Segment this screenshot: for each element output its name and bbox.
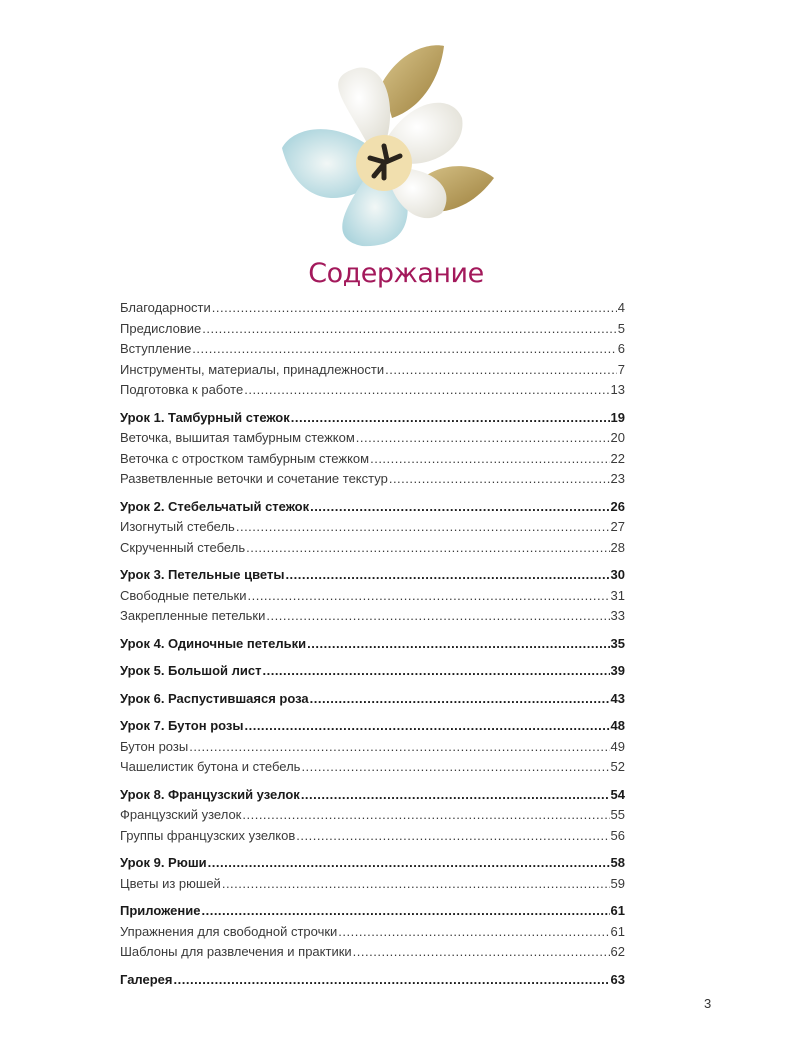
toc-entry-title: Урок 8. Французский узелок — [120, 786, 300, 802]
toc-entry-title: Предисловие — [120, 320, 202, 336]
toc-group — [120, 661, 625, 682]
toc-entry-page: 19 — [610, 409, 625, 425]
toc-entry-page: 48 — [610, 718, 625, 733]
dot-leader — [301, 757, 609, 778]
toc-entry-title: Разветвленные веточки и сочетание текстур — [120, 471, 388, 486]
toc-entry[interactable] — [120, 586, 625, 607]
toc-entry-page: 26 — [610, 498, 625, 514]
toc-entry[interactable] — [120, 449, 625, 470]
toc-entry-page: 27 — [610, 519, 625, 534]
toc-entry-page: 20 — [610, 430, 625, 445]
dot-leader — [192, 339, 616, 360]
toc-entry-page: 56 — [610, 827, 625, 843]
toc-entry[interactable] — [120, 757, 625, 778]
toc-chapter-entry[interactable] — [120, 634, 625, 655]
page-number: 3 — [704, 996, 712, 1011]
page-title: Содержание — [308, 258, 484, 289]
toc-entry-page: 49 — [610, 738, 625, 754]
toc-entry[interactable] — [120, 737, 625, 758]
toc-group — [120, 634, 625, 655]
dot-leader — [385, 360, 617, 381]
toc-entry-page: 5 — [617, 320, 625, 336]
dot-leader — [266, 606, 609, 627]
toc-entry-title: Изогнутый стебель — [120, 519, 235, 534]
table-of-contents — [120, 298, 625, 990]
dot-leader — [389, 469, 610, 490]
dot-leader — [310, 497, 609, 518]
toc-chapter-entry[interactable] — [120, 785, 625, 806]
toc-entry-page: 30 — [610, 567, 625, 582]
toc-entry-page: 6 — [617, 341, 625, 356]
dot-leader — [202, 319, 617, 340]
toc-entry-title: Скрученный стебель — [120, 539, 246, 555]
dot-leader — [310, 689, 610, 710]
toc-entry-page: 62 — [610, 944, 625, 959]
dot-leader — [244, 380, 609, 401]
dot-leader — [174, 970, 610, 991]
toc-entry-page: 13 — [610, 382, 625, 397]
dot-leader — [370, 449, 609, 470]
toc-entry-title: Чашелистик бутона и стебель — [120, 759, 301, 774]
toc-entry[interactable] — [120, 380, 625, 401]
toc-chapter-entry[interactable] — [120, 689, 625, 710]
dot-leader — [222, 874, 610, 895]
toc-entry[interactable] — [120, 428, 625, 449]
dot-leader — [301, 785, 610, 806]
toc-chapter-entry[interactable] — [120, 661, 625, 682]
toc-entry-page: 55 — [610, 807, 625, 822]
dot-leader — [247, 586, 609, 607]
dot-leader — [208, 853, 610, 874]
toc-entry-title: Группы французских узелков — [120, 827, 296, 843]
toc-entry-page: 63 — [610, 971, 625, 987]
toc-chapter-entry[interactable] — [120, 853, 625, 874]
toc-group — [120, 970, 625, 991]
toc-entry-page: 43 — [610, 690, 625, 706]
toc-entry-page: 61 — [610, 903, 625, 918]
toc-entry[interactable] — [120, 874, 625, 895]
toc-entry-title: Свободные петельки — [120, 587, 247, 603]
toc-entry-page: 61 — [610, 923, 625, 939]
toc-entry-title: Веточка, вышитая тамбурным стежком — [120, 430, 355, 445]
dot-leader — [242, 805, 609, 826]
toc-entry[interactable] — [120, 826, 625, 847]
dot-leader — [338, 922, 609, 943]
toc-entry[interactable] — [120, 805, 625, 826]
dot-leader — [291, 408, 610, 429]
toc-entry-page: 39 — [610, 663, 625, 678]
toc-entry[interactable] — [120, 606, 625, 627]
toc-entry-title: Упражнения для свободной строчки — [120, 923, 338, 939]
toc-entry-page: 22 — [610, 450, 625, 466]
dot-leader — [285, 565, 609, 586]
toc-chapter-entry[interactable] — [120, 901, 625, 922]
toc-entry-page: 54 — [610, 786, 625, 802]
toc-entry[interactable] — [120, 942, 625, 963]
toc-entry-page: 28 — [610, 539, 625, 555]
dot-leader — [307, 634, 609, 655]
dot-leader — [296, 826, 609, 847]
toc-entry-title: Урок 7. Бутон розы — [120, 718, 244, 733]
dot-leader — [189, 737, 609, 758]
toc-entry[interactable] — [120, 517, 625, 538]
toc-entry-title: Бутон розы — [120, 738, 189, 754]
dot-leader — [244, 716, 609, 737]
dot-leader — [212, 298, 617, 319]
toc-entry-title: Цветы из рюшей — [120, 875, 221, 891]
toc-group — [120, 565, 625, 627]
toc-entry[interactable] — [120, 339, 625, 360]
toc-entry-page: 4 — [617, 300, 625, 315]
toc-entry-title: Урок 9. Рюши — [120, 855, 207, 870]
toc-entry-page: 59 — [610, 875, 625, 891]
toc-entry-page: 7 — [617, 361, 625, 377]
dot-leader — [236, 517, 610, 538]
toc-chapter-entry[interactable] — [120, 408, 625, 429]
toc-entry-title: Урок 3. Петельные цветы — [120, 567, 285, 582]
toc-entry-title: Приложение — [120, 903, 201, 918]
toc-entry-page: 23 — [610, 471, 625, 486]
toc-entry-title: Вступление — [120, 341, 192, 356]
toc-chapter-entry[interactable] — [120, 716, 625, 737]
toc-entry-title: Урок 4. Одиночные петельки — [120, 635, 307, 651]
toc-group — [120, 497, 625, 559]
toc-group — [120, 785, 625, 847]
toc-entry-title: Французский узелок — [120, 807, 242, 822]
toc-entry-page: 33 — [610, 608, 625, 623]
toc-entry-title: Галерея — [120, 971, 173, 987]
dot-leader — [246, 538, 609, 559]
toc-chapter-entry[interactable] — [120, 970, 625, 991]
toc-entry-title: Урок 1. Тамбурный стежок — [120, 409, 290, 425]
toc-entry-title: Урок 2. Стебельчатый стежок — [120, 498, 310, 514]
toc-group — [120, 853, 625, 894]
toc-entry[interactable] — [120, 360, 625, 381]
toc-group — [120, 689, 625, 710]
toc-entry-title: Подготовка к работе — [120, 382, 244, 397]
toc-entry-page: 52 — [610, 759, 625, 774]
dot-leader — [353, 942, 610, 963]
dot-leader — [262, 661, 609, 682]
ribbon-flower-illustration — [262, 38, 507, 250]
toc-entry-title: Инструменты, материалы, принадлежности — [120, 361, 385, 377]
toc-entry-page: 35 — [610, 635, 625, 651]
dot-leader — [201, 901, 609, 922]
toc-entry-title: Урок 5. Большой лист — [120, 663, 262, 678]
toc-entry-page: 58 — [610, 855, 625, 870]
toc-entry[interactable] — [120, 469, 625, 490]
dot-leader — [356, 428, 610, 449]
toc-group — [120, 901, 625, 963]
toc-group — [120, 716, 625, 778]
toc-entry-title: Благодарности — [120, 300, 211, 315]
toc-entry[interactable] — [120, 922, 625, 943]
toc-entry[interactable] — [120, 298, 625, 319]
toc-group — [120, 298, 625, 401]
toc-entry-title: Урок 6. Распустившаяся роза — [120, 690, 309, 706]
toc-chapter-entry[interactable] — [120, 497, 625, 518]
toc-entry[interactable] — [120, 538, 625, 559]
toc-chapter-entry[interactable] — [120, 565, 625, 586]
toc-entry-page: 31 — [610, 587, 625, 603]
toc-entry[interactable] — [120, 319, 625, 340]
toc-group — [120, 408, 625, 490]
toc-entry-title: Шаблоны для развлечения и практики — [120, 944, 352, 959]
toc-entry-title: Веточка с отростком тамбурным стежком — [120, 450, 370, 466]
toc-entry-title: Закрепленные петельки — [120, 608, 266, 623]
